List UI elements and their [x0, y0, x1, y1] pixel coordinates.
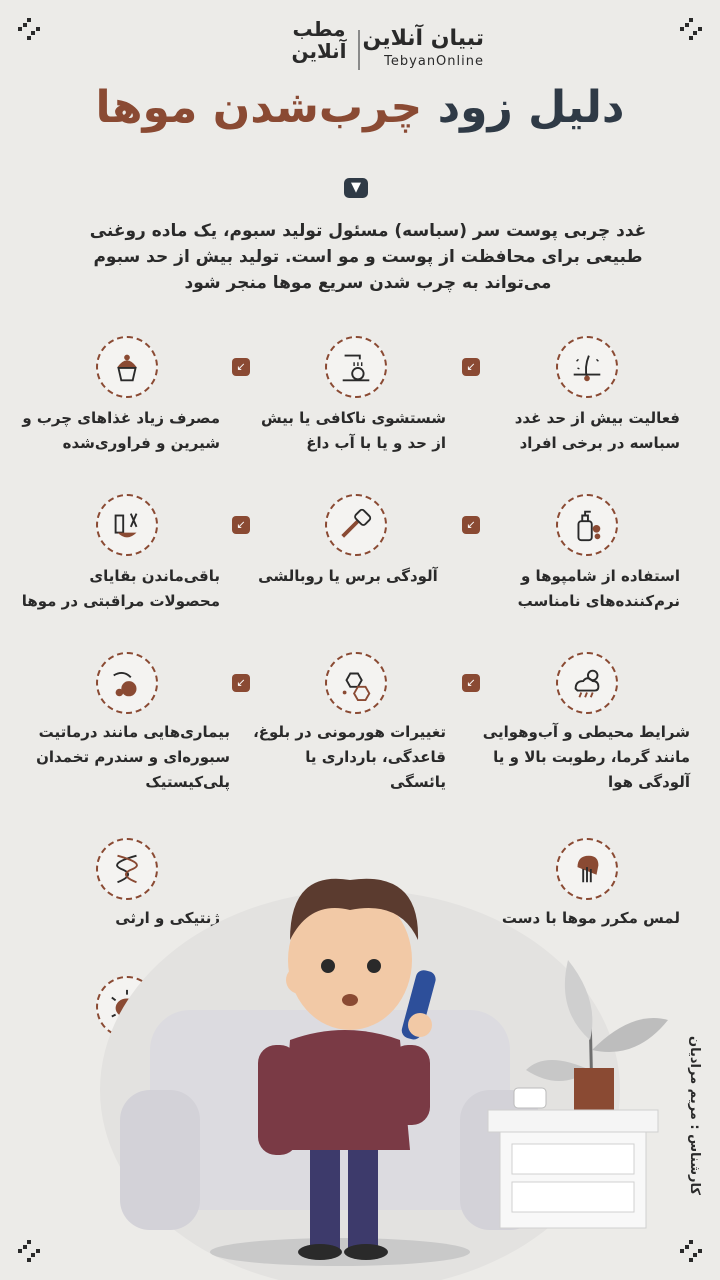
- shampoo-bottle-icon: [556, 494, 618, 556]
- title-part-1: دلیل زود: [437, 82, 625, 133]
- cause-label: آلودگی برس یا روبالشی: [258, 567, 438, 585]
- cause-label: فعالیت بیش از حد غدد سباسه در برخی افراد: [514, 409, 680, 452]
- arrow-icon: ↙: [232, 516, 250, 534]
- arrow-down-icon: ▼: [344, 178, 368, 198]
- hair-brush-icon: [325, 494, 387, 556]
- cause-label: شرایط محیطی و آب‌وهوایی مانند گرما، رطوبت بالا و یا آلودگی هوا: [482, 723, 690, 791]
- cause-label: تغییرات هورمونی در بلوغ، قاعدگی، بارداری یا یائسگی: [253, 723, 446, 791]
- cause-label: ژنتیکی و ارثی: [115, 909, 220, 927]
- arrow-icon: ↙: [462, 358, 480, 376]
- cause-label: شستشوی ناکافی یا بیش از حد و یا با آب داغ: [260, 409, 446, 452]
- cause-label: بیماری‌هایی مانند درماتیت سبوره‌ای و سندرم تخمدان پلی‌کیستیک: [36, 723, 230, 791]
- tebyan-logo: [363, 26, 484, 69]
- cause-label: باقی‌ماندن بقایای محصولات مراقبتی در موها: [21, 567, 220, 610]
- cause-label: لمس مکرر موها با دست: [501, 909, 680, 927]
- title-part-2: چرب‌شدن موها: [95, 82, 423, 133]
- logo-divider: [358, 30, 360, 70]
- arrow-icon: ↙: [232, 674, 250, 692]
- hair-follicle-icon: [556, 336, 618, 398]
- illustration-man-with-brush: [0, 860, 720, 1280]
- page-title: [0, 82, 720, 133]
- arrow-icon: ↙: [462, 674, 480, 692]
- hair-products-icon: [96, 494, 158, 556]
- tebyan-logo-en: TebyanOnline: [384, 54, 484, 69]
- hormone-molecule-icon: [325, 652, 387, 714]
- cause-label: مصرف زیاد غذاهای چرب و شیرین و فراوری‌شده: [22, 409, 220, 452]
- cupcake-icon: [96, 336, 158, 398]
- corner-decoration-top-right: [680, 18, 702, 40]
- tebyan-logo-fa: تبیان آنلاین: [362, 26, 484, 51]
- cause-label: استفاده از شامپوها و نرم‌کننده‌های نامناسب: [517, 567, 680, 610]
- hair-washing-icon: [325, 336, 387, 398]
- matab-logo: مطب آنلاین: [291, 17, 347, 63]
- skin-disease-icon: [96, 652, 158, 714]
- arrow-icon: ↙: [232, 358, 250, 376]
- author-credit: کارشناس : مریم مرادیان: [687, 1036, 702, 1195]
- corner-decoration-top-left: [18, 18, 40, 40]
- intro-text: غدد چربی پوست سر (سباسه) مسئول تولید سبوم، یک ماده روغنی طبیعی برای محافظت از پوست و مو است. تولید بیش از حد سبوم می‌تواند به چرب شدن سریع موها منجر شود: [89, 221, 647, 293]
- weather-icon: [556, 652, 618, 714]
- arrow-icon: ↙: [462, 516, 480, 534]
